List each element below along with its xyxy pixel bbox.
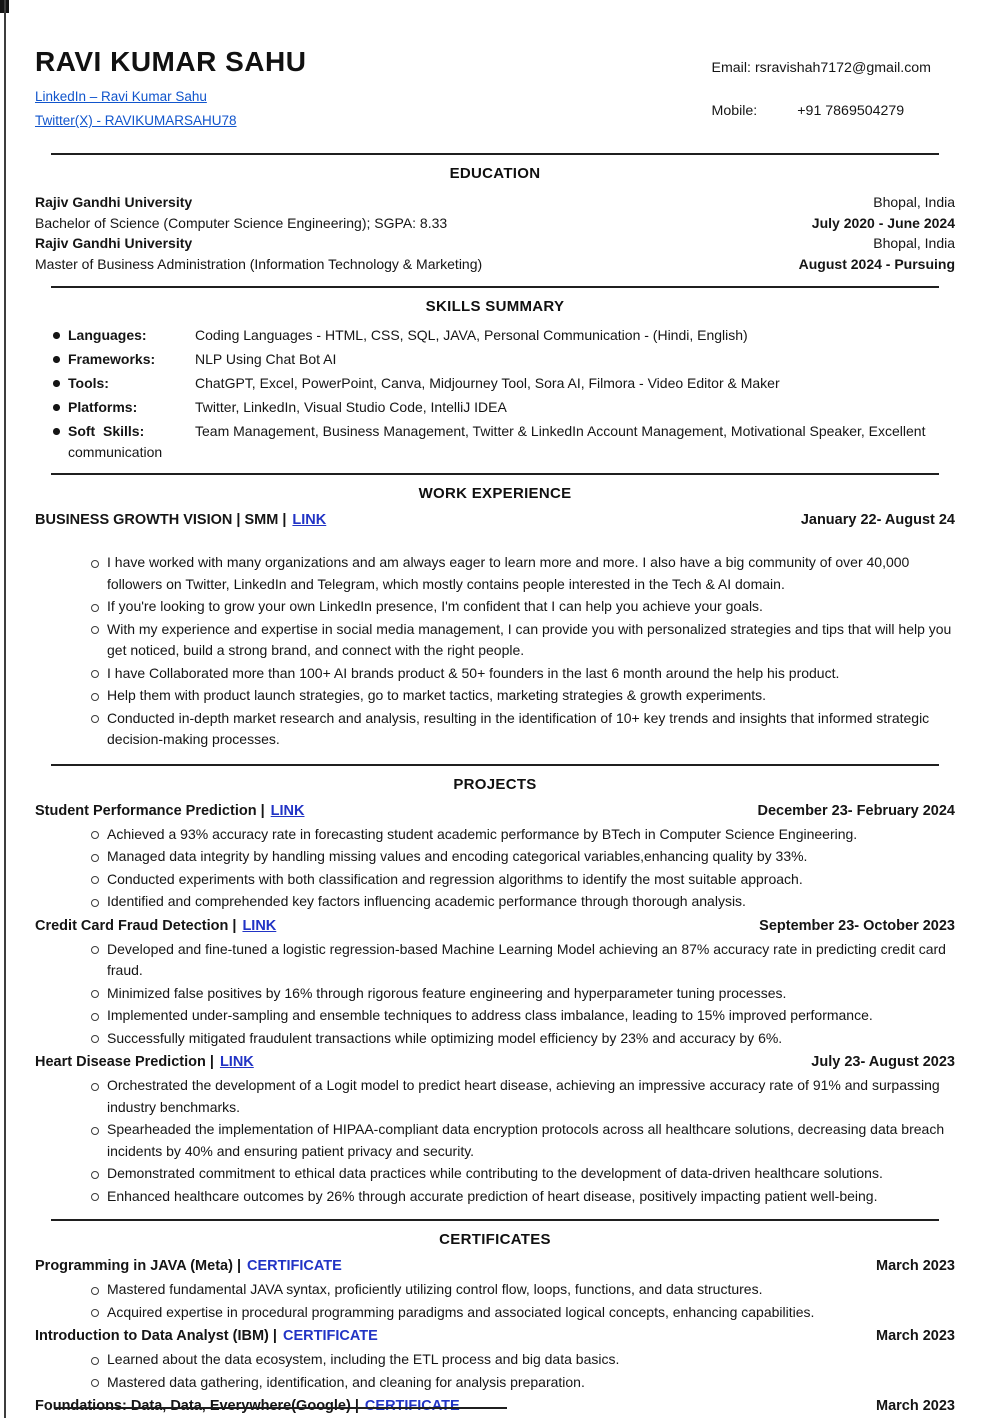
certificate-name: Foundations: Data, Data, Everywhere(Google) | [35, 1398, 359, 1414]
certificate-title [35, 1258, 342, 1275]
project-dates: September 23- October 2023 [759, 917, 955, 934]
education-dates: July 2020 - June 2024 [811, 214, 955, 231]
work-bullet: Help them with product launch strategies, go to market tactics, marketing strategies & growth experiments. [35, 685, 955, 707]
project-bullet: Spearheaded the implementation of HIPAA-compliant data encryption protocols across all healthcare solutions, decreasing data breach incidents by 40% and ensuring patient privacy and security. [35, 1119, 955, 1162]
education-section [35, 192, 955, 274]
skill-value: Twitter, LinkedIn, Visual Studio Code, IntelliJ IDEA [195, 399, 507, 415]
email-row [712, 60, 931, 76]
skills-list [35, 325, 955, 463]
certificate-entry-header [35, 1328, 955, 1345]
company-link[interactable]: LINK [292, 512, 327, 528]
project-bullet: Successfully mitigated fraudulent transactions while optimizing model efficiency by 23% and accuracy by 6%. [35, 1028, 955, 1050]
education-entry-row [35, 254, 955, 275]
work-entry-title [35, 512, 326, 529]
project-name: Credit Card Fraud Detection | [35, 917, 237, 934]
work-dates: January 22- August 24 [800, 512, 955, 528]
school-name: Rajiv Gandhi University [35, 235, 193, 251]
skill-value: NLP Using Chat Bot AI [195, 351, 337, 367]
skill-item [35, 397, 955, 418]
project-bullet: Managed data integrity by handling missing values and encoding categorical variables,enhancing quality by 33%. [35, 846, 955, 868]
project-title [35, 803, 305, 820]
certificate-title [35, 1328, 378, 1345]
education-entry-row [35, 213, 955, 234]
certificate-name: Programming in JAVA (Meta) | [35, 1258, 242, 1274]
project-bullet-list [35, 1075, 955, 1207]
section-heading-education: EDUCATION [449, 165, 541, 182]
education-dates: August 2024 - Pursuing [798, 255, 955, 272]
certificate-bullet-list [35, 1279, 955, 1323]
email-label: Email: [711, 60, 751, 76]
project-bullet-list [35, 939, 955, 1050]
email-value: rsravishah7172@gmail.com [754, 60, 931, 76]
project-name: Student Performance Prediction | [35, 802, 265, 819]
project-bullet: Implemented under-sampling and ensemble techniques to address class imbalance, leading to 15% improved performance. [35, 1005, 955, 1027]
certificate-bullet: Acquired expertise in procedural programming paradigms and associated logical concepts, enhancing capabilities. [35, 1302, 955, 1324]
certificate-link[interactable]: CERTIFICATE [282, 1328, 378, 1344]
project-entry-header [35, 1054, 955, 1071]
degree-name: Bachelor of Science (Computer Science Engineering); SGPA: 8.33 [35, 214, 448, 231]
header-links [35, 85, 306, 133]
section-divider [51, 764, 939, 766]
skill-value: ChatGPT, Excel, PowerPoint, Canva, Midjourney Tool, Sora AI, Filmora - Video Editor & Maker [195, 375, 780, 391]
header-contact [712, 46, 955, 133]
mobile-row [712, 103, 931, 119]
school-name: Rajiv Gandhi University [35, 194, 193, 210]
certificate-name: Introduction to Data Analyst (IBM) | [35, 1328, 277, 1344]
section-divider [51, 153, 939, 155]
skill-label: Platforms: [68, 399, 138, 415]
skill-item [35, 349, 955, 370]
project-bullet: Conducted experiments with both classification and regression algorithms to identify the most suitable approach. [35, 869, 955, 891]
section-divider [51, 1219, 939, 1221]
certificate-dates: March 2023 [876, 1258, 955, 1274]
project-bullet: Orchestrated the development of a Logit model to predict heart disease, achieving an impressive accuracy rate of 91% and surpassing industry benchmarks. [35, 1075, 955, 1118]
work-bullet: With my experience and expertise in social media management, I can provide you with personalized strategies and tips that will help you get noticed, build a strong brand, and connect with the right people. [35, 619, 955, 662]
certificate-bullet: Mastered data gathering, identification, and cleaning for analysis preparation. [35, 1372, 955, 1394]
work-bullet: Conducted in-depth market research and analysis, resulting in the identification of 10+ key trends and insights that informed strategic decision-making processes. [35, 708, 955, 751]
project-name: Heart Disease Prediction | [35, 1054, 214, 1070]
skill-item [35, 421, 955, 463]
section-heading-work: WORK EXPERIENCE [418, 485, 572, 502]
work-bullet-list [35, 552, 955, 751]
project-dates: July 23- August 2023 [811, 1054, 955, 1070]
education-entry-row [35, 233, 955, 254]
school-location: Bhopal, India [873, 194, 955, 210]
skill-value: Team Management, Business Management, Twitter & LinkedIn Account Management, Motivational Speaker, Excellent communication [68, 423, 926, 460]
skill-item [35, 325, 955, 346]
project-title [35, 918, 276, 935]
project-bullet-list [35, 824, 955, 913]
certificate-bullet-list [35, 1349, 955, 1393]
work-bullet: If you're looking to grow your own LinkedIn presence, I'm confident that I can help you achieve your goals. [35, 596, 955, 618]
project-bullet: Minimized false positives by 16% through rigorous feature engineering and hyperparameter tuning processes. [35, 983, 955, 1005]
project-link[interactable]: LINK [219, 1054, 254, 1070]
project-dates: December 23- February 2024 [757, 802, 955, 819]
project-link[interactable]: LINK [242, 917, 277, 934]
project-bullet: Achieved a 93% accuracy rate in forecasting student academic performance by BTech in Computer Science Engineering. [35, 824, 955, 846]
education-entry-row [35, 192, 955, 213]
project-link[interactable]: LINK [270, 802, 305, 819]
project-bullet: Identified and comprehended key factors influencing academic performance through thorough analysis. [35, 891, 955, 913]
project-title [35, 1054, 254, 1071]
certificate-link[interactable]: CERTIFICATE [247, 1258, 342, 1274]
project-entry-header [35, 803, 955, 820]
section-heading-skills: SKILLS SUMMARY [425, 298, 565, 315]
certificate-entry-header [35, 1258, 955, 1275]
project-bullet: Demonstrated commitment to ethical data practices while contributing to the development of data-driven healthcare solutions. [35, 1163, 955, 1185]
candidate-name: RAVI KUMAR SAHU [35, 46, 307, 77]
certificate-link[interactable]: CERTIFICATE [364, 1398, 460, 1414]
mobile-label: Mobile: [711, 103, 758, 119]
section-divider [51, 286, 939, 288]
work-bullet: I have worked with many organizations and am always eager to learn more and more. I also have a big community of over 40,000 followers on Twitter, LinkedIn and Telegram, which mostly contains people interested in the Tech & AI domain. [35, 552, 955, 595]
twitter-link[interactable]: Twitter(X) - RAVIKUMARSAHU78 [35, 113, 237, 128]
work-bullet: I have Collaborated more than 100+ AI brands product & 50+ founders in the last 6 month around the help his product. [35, 663, 955, 685]
header-identity [35, 46, 306, 133]
bottom-partial-rule [55, 1407, 507, 1409]
school-location: Bhopal, India [873, 235, 955, 251]
section-heading-projects: PROJECTS [453, 775, 537, 793]
project-bullet: Developed and fine-tuned a logistic regression-based Machine Learning Model achieving an 87% accuracy rate in predicting credit card fraud. [35, 939, 955, 982]
project-bullet: Enhanced healthcare outcomes by 26% through accurate prediction of heart disease, positively impacting patient well-being. [35, 1186, 955, 1208]
skill-label: Soft Skills: [68, 423, 145, 439]
certificate-bullet: Learned about the data ecosystem, including the ETL process and big data basics. [35, 1349, 955, 1371]
work-entry-header [35, 512, 955, 529]
mobile-value: +91 7869504279 [797, 103, 905, 119]
section-divider [51, 473, 939, 475]
certificate-bullet: Mastered fundamental JAVA syntax, proficiently utilizing control flow, loops, functions, and data structures. [35, 1279, 955, 1301]
skill-label: Frameworks: [68, 351, 156, 367]
degree-name: Master of Business Administration (Information Technology & Marketing) [35, 255, 483, 272]
skill-item [35, 373, 955, 394]
skill-label: Languages: [68, 327, 147, 343]
section-heading-certificates: CERTIFICATES [439, 1231, 551, 1248]
project-entry-header [35, 918, 955, 935]
resume-header [35, 46, 955, 133]
certificate-dates: March 2023 [876, 1398, 955, 1414]
linkedin-link[interactable]: LinkedIn – Ravi Kumar Sahu [35, 89, 207, 104]
skill-label: Tools: [68, 375, 109, 391]
certificate-dates: March 2023 [876, 1328, 955, 1344]
skill-value: Coding Languages - HTML, CSS, SQL, JAVA, Personal Communication - (Hindi, English) [195, 327, 748, 343]
company-name: BUSINESS GROWTH VISION | SMM | [35, 512, 287, 528]
scan-edge-artifact [4, 0, 6, 1418]
